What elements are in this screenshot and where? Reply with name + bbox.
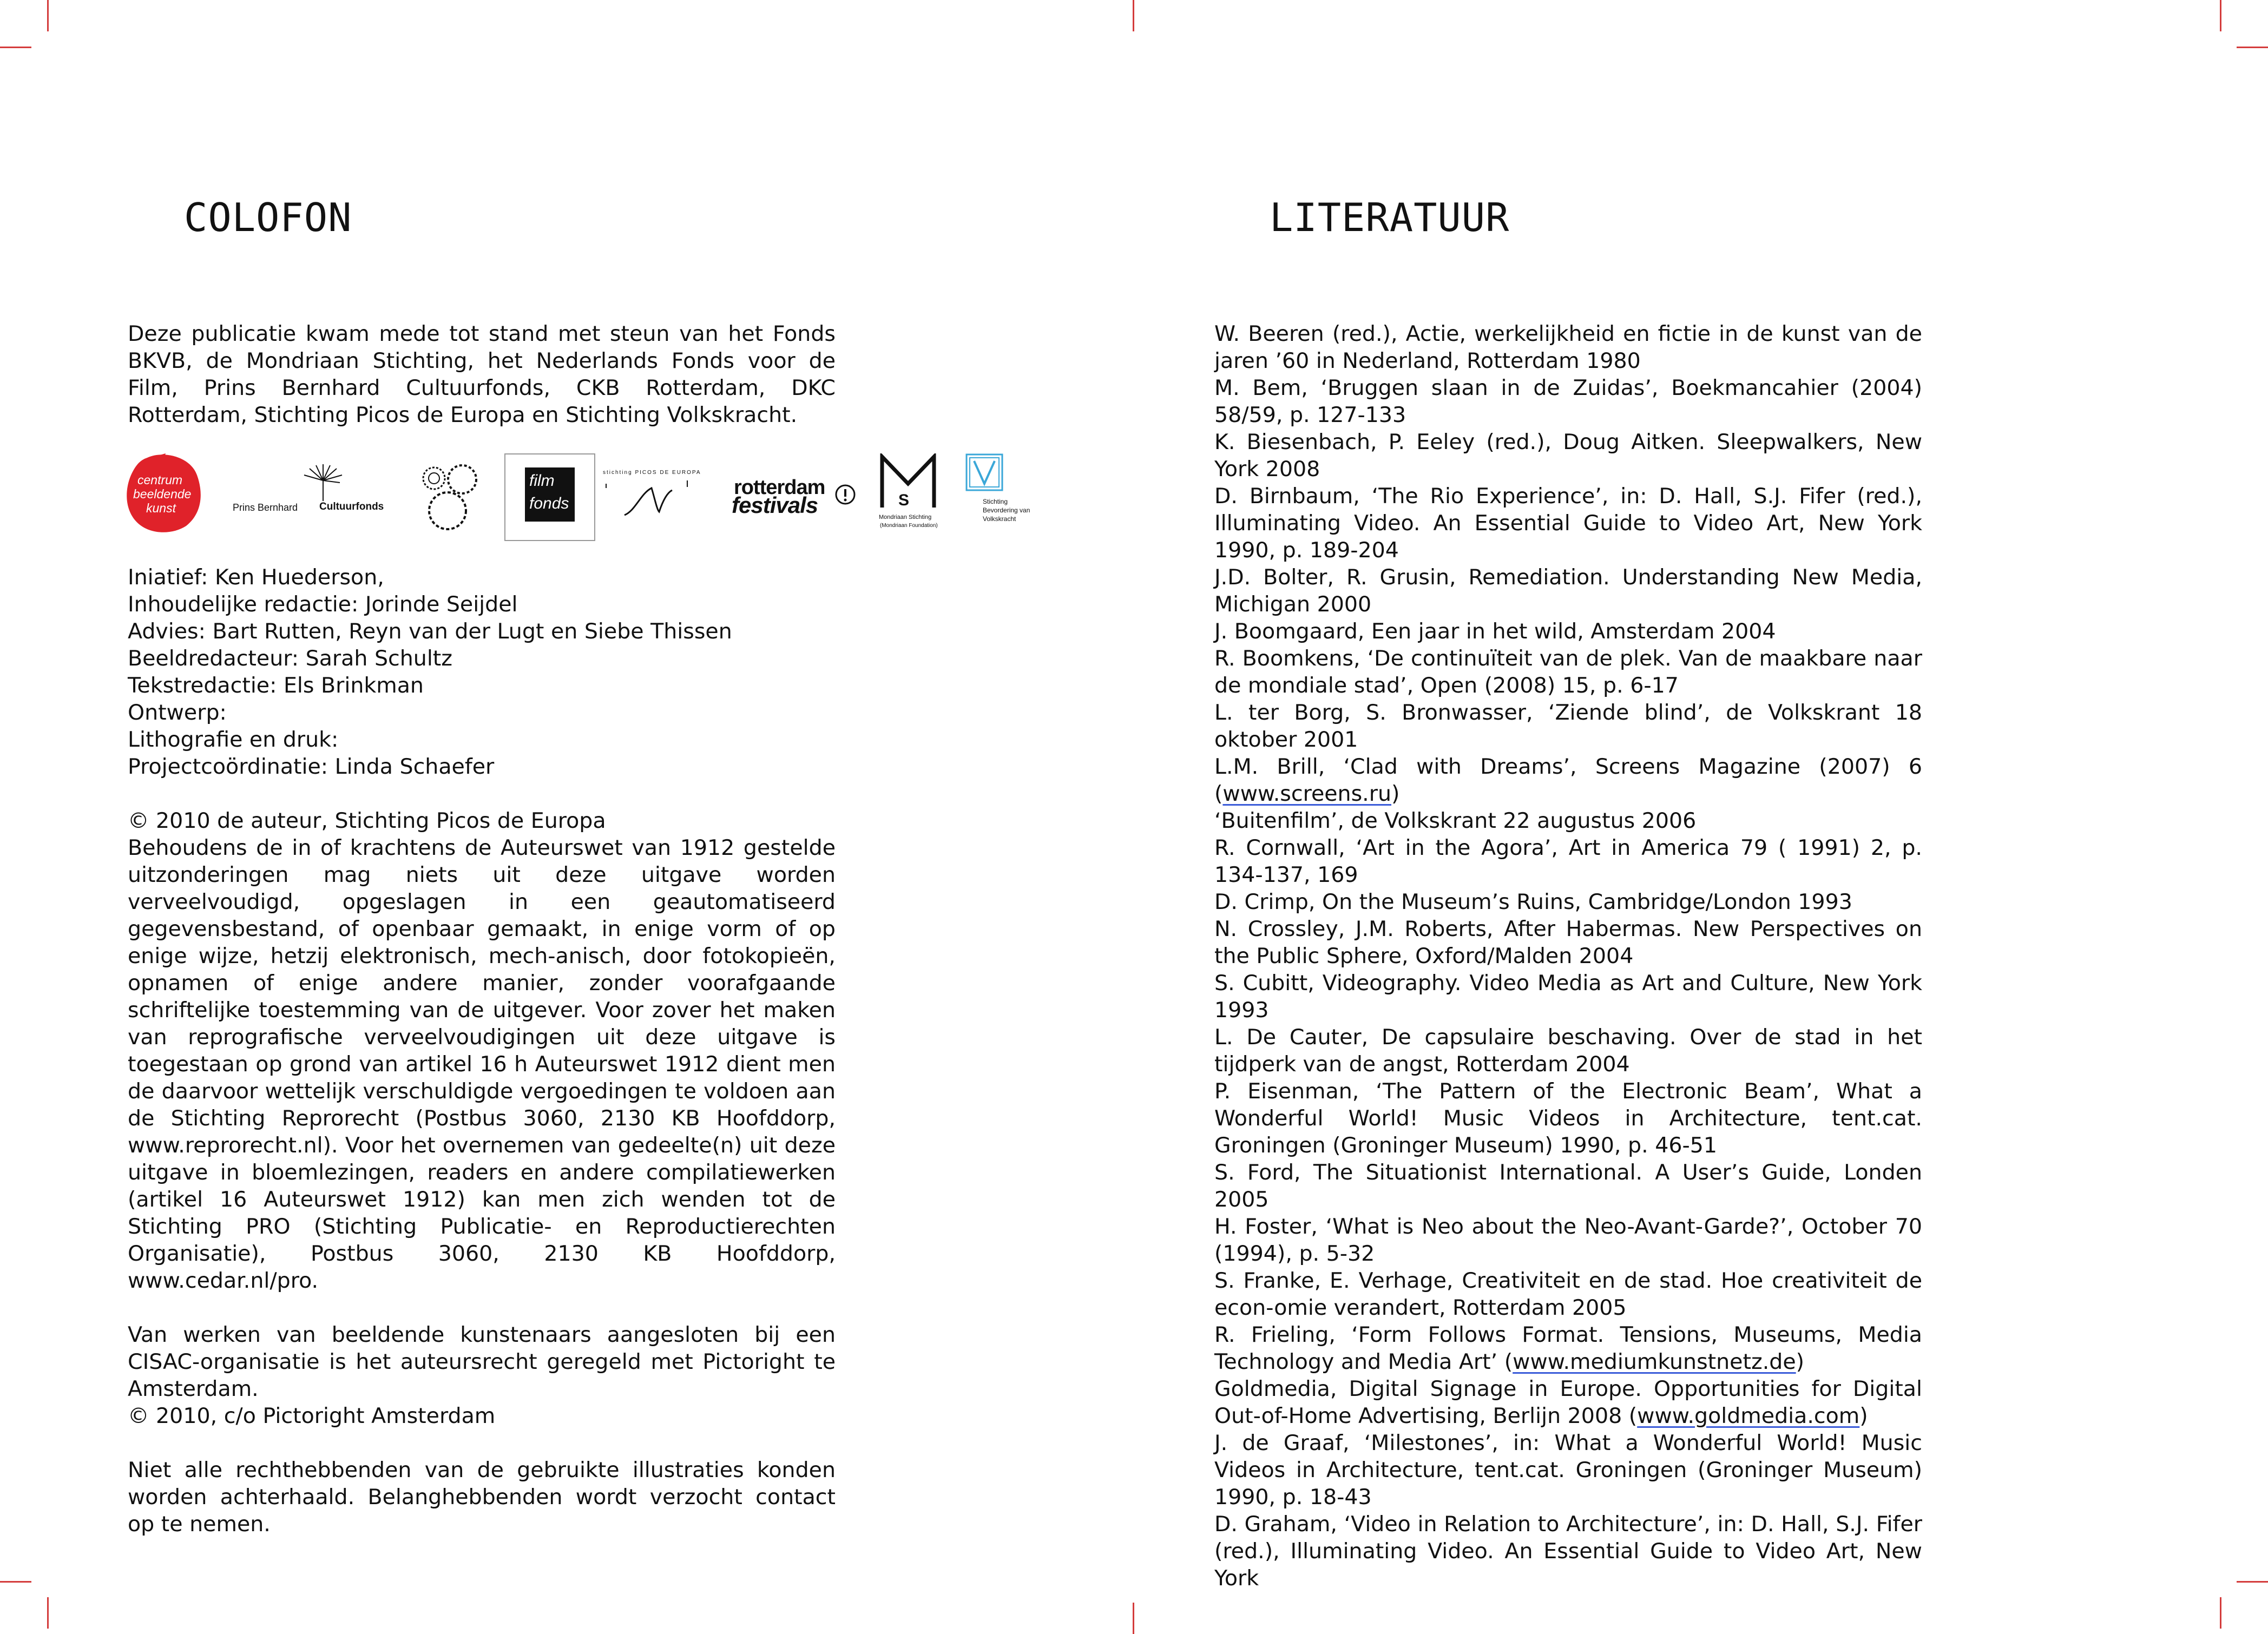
mondriaan-sub: (Mondriaan Foundation) — [880, 523, 938, 529]
cbk-line-3: kunst — [146, 501, 176, 515]
filmfonds-line-1: film — [529, 472, 555, 490]
bibliography-entry — [1214, 915, 1922, 970]
credit-line: Advies: Bart Rutten, Reyn van der Lugt en Siebe Thissen — [128, 619, 732, 644]
entry-text: W. Beeren (red.), Actie, werkelijkheid en fictie in de kunst van de jaren ’60 in Nederland, Rotterdam 1980 — [1214, 321, 1922, 373]
entry-text: D. Graham, ‘Video in Relation to Architecture’, in: D. Hall, S.J. Fifer (red.), Illuminating Video. An Essential Guide to Video Art, New York — [1214, 1512, 1922, 1591]
credit-line: Inhoudelijke redactie: Jorinde Seijdel — [128, 592, 518, 617]
filmfonds-logo — [504, 453, 595, 541]
entry-link[interactable]: www.screens.ru — [1222, 781, 1391, 806]
crop-mark — [2220, 1597, 2221, 1629]
prins-bernhard-logo — [233, 464, 395, 513]
entry-text: J. Boomgaard, Een jaar in het wild, Amsterdam 2004 — [1214, 619, 1776, 644]
colofon-details — [128, 564, 836, 1538]
credit-line: Beeldredacteur: Sarah Schultz — [128, 646, 453, 671]
entry-text: J. de Graaf, ‘Milestones’, in: What a Wonderful World! Music Videos in Architecture, tent.cat. Groningen (Groninger Museum) 1990, p. 18-43 — [1214, 1431, 1922, 1510]
bibliography-entry — [1214, 888, 1922, 915]
entry-link[interactable]: www.mediumkunstnetz.de — [1513, 1349, 1796, 1374]
crop-mark — [2220, 0, 2221, 31]
bibliography-entry — [1214, 970, 1922, 1024]
entry-text: ‘Buitenfilm’, de Volkskrant 22 augustus 2006 — [1214, 808, 1697, 833]
bibliography-entry — [1214, 834, 1922, 888]
copyright-line: © 2010 de auteur, Stichting Picos de Europa — [128, 808, 606, 833]
volkskracht-line-3: Volkskracht — [983, 515, 1016, 523]
literatuur-list — [1214, 320, 1922, 1592]
bibliography-entry — [1214, 1267, 1922, 1321]
cisac-text: Van werken van beeldende kunstenaars aangesloten bij een CISAC-organisatie is het auteursrecht geregeld met Pictoright te Amsterdam. — [128, 1322, 836, 1401]
picos-label: stichting PICOS DE EUROPA — [603, 470, 701, 476]
entry-text: H. Foster, ‘What is Neo about the Neo-Avant-Garde?’, October 70 (1994), p. 5-32 — [1214, 1214, 1922, 1266]
bibliography-entry — [1214, 564, 1922, 618]
mondriaan-logo — [879, 453, 960, 540]
colofon-intro: Deze publicatie kwam mede tot stand met steun van het Fonds BKVB, de Mondriaan Stichting, het Nederlands Fonds voor de Film, Prins Bernhard Cultuurfonds, CKB Rotterdam, DKC Rotterdam, Stichting Picos de Europa en Stichting Volkskracht. — [128, 321, 836, 427]
mondriaan-name: Mondriaan Stichting — [879, 514, 932, 520]
bibliography-entry — [1214, 1159, 1922, 1213]
volkskracht-logo — [965, 453, 1047, 540]
cbk-line-2: beeldende — [133, 487, 192, 501]
cbk-line-1: centrum — [137, 473, 183, 487]
entry-text-after: ) — [1859, 1404, 1868, 1428]
colofon-column — [128, 320, 836, 429]
crop-mark — [0, 1581, 31, 1583]
crop-mark — [0, 47, 31, 48]
mountain-line-icon — [603, 477, 700, 526]
pictoright-line: © 2010, c/o Pictoright Amsterdam — [128, 1404, 496, 1428]
crop-mark — [47, 0, 49, 31]
bibliography-entry — [1214, 699, 1922, 753]
prins-bernhard-prefix: Prins Bernhard — [233, 502, 298, 513]
bibliography-entry — [1214, 1511, 1922, 1592]
bibliography-entry — [1214, 645, 1922, 699]
entry-text: L. De Cauter, De capsulaire beschaving. Over de stad in het tijdperk van de angst, Rotterdam 2004 — [1214, 1025, 1922, 1077]
credit-line: Ontwerp: — [128, 700, 227, 725]
entry-text: Goldmedia, Digital Signage in Europe. Opportunities for Digital Out-of-Home Advertising, Berlijn 2008 ( — [1214, 1376, 1922, 1428]
rotterdam-label: rotterdam — [734, 476, 825, 499]
entry-link[interactable]: www.goldmedia.com — [1637, 1404, 1860, 1428]
spacer — [128, 1294, 836, 1321]
bibliography-entry — [1214, 1375, 1922, 1429]
filmfonds-line-2: fonds — [529, 495, 569, 512]
bibliography-entry — [1214, 753, 1922, 807]
crop-mark — [2237, 47, 2268, 48]
entry-text: S. Cubitt, Videography. Video Media as Art and Culture, New York 1993 — [1214, 971, 1922, 1023]
kunstencultuur-seal-logo — [418, 463, 494, 533]
bibliography-entry — [1214, 807, 1922, 834]
entry-text: K. Biesenbach, P. Eeley (red.), Doug Aitken. Sleepwalkers, New York 2008 — [1214, 430, 1922, 482]
entry-text: R. Boomkens, ‘De continuïteit van de plek. Van de maakbare naar de mondiale stad’, Open (2008) 15, p. 6-17 — [1214, 646, 1922, 698]
credit-line: Projectcoördinatie: Linda Schaefer — [128, 754, 495, 779]
spacer — [128, 780, 836, 807]
crop-mark — [47, 1597, 49, 1629]
entry-text-after: ) — [1796, 1349, 1805, 1374]
bibliography-entry — [1214, 374, 1922, 429]
volkskracht-line-1: Stichting — [983, 498, 1008, 505]
exclamation-circle-icon — [834, 484, 856, 505]
picos-logo — [603, 470, 711, 529]
bibliography-entry — [1214, 618, 1922, 645]
closing-text: Niet alle rechthebbenden van de gebruikte illustraties konden worden achterhaald. Belanghebbenden wordt verzocht contact op te nemen. — [128, 1458, 836, 1537]
bibliography-entry — [1214, 1213, 1922, 1267]
colofon-title: COLOFON — [184, 195, 352, 240]
cbk-logo — [126, 453, 204, 533]
entry-text: M. Bem, ‘Bruggen slaan in de Zuidas’, Boekmancahier (2004) 58/59, p. 127-133 — [1214, 375, 1922, 427]
entry-text-after: ) — [1391, 781, 1400, 806]
bibliography-entry — [1214, 1078, 1922, 1159]
entry-text: L.M. Brill, ‘Clad with Dreams’, Screens Magazine (2007) 6 ( — [1214, 754, 1922, 806]
entry-text: J.D. Bolter, R. Grusin, Remediation. Understanding New Media, Michigan 2000 — [1214, 565, 1922, 617]
bibliography-entry — [1214, 320, 1922, 374]
bibliography-entry — [1214, 1024, 1922, 1078]
mondriaan-mark: S — [898, 491, 910, 509]
rights-text: Behoudens de in of krachtens de Auteurswet van 1912 gestelde uitzonderingen mag niets uit deze uitgave worden verveelvoudigd, opgeslagen in een geautomatiseerd gegevensbestand, of openbaar gemaakt, in enige vorm of op enige wijze, hetzij elektronisch, mech-anisch, door fotokopieën, opnamen of enige andere manier, zonder voorafgaande schriftelijke toestemming van de uitgever. Voor zover het maken van reprografische verveelvoudigingen uit deze uitgave is toegestaan op grond van artikel 16 h Auteurswet 1912 dient men de daarvoor wettelijk verschuldigde vergoedingen te voldoen aan de Stichting Reprorecht (Postbus 3060, 2130 KB Hoofddorp, www.reprorecht.nl). Voor het overnemen van gedeelte(n) uit deze uitgave in bloemlezingen, readers en andere compilatiewerken (artikel 16 Auteurswet 1912) kan men zich wenden tot de Stichting PRO (Stichting Publicatie- en Reproductierechten Organisatie), Postbus 3060, 2130 KB Hoofddorp, www.cedar.nl/pro. — [128, 835, 836, 1293]
bibliography-entry — [1214, 429, 1922, 483]
crop-mark — [2237, 1581, 2268, 1583]
bibliography-entry — [1214, 483, 1922, 564]
entry-text: D. Birnbaum, ‘The Rio Experience’, in: D. Hall, S.J. Fifer (red.), Illuminating Video. An Essential Guide to Video Art, New York 1990, p. 189-204 — [1214, 484, 1922, 563]
rotterdam-festivals-logo — [732, 476, 862, 536]
entry-text: L. ter Borg, S. Bronwasser, ‘Ziende blind’, de Volkskrant 18 oktober 2001 — [1214, 700, 1922, 752]
credit-line: Lithografie en druk: — [128, 727, 339, 752]
prins-bernhard-suffix: Cultuurfonds — [319, 501, 384, 512]
crop-mark — [1133, 1603, 1134, 1634]
entry-text: N. Crossley, J.M. Roberts, After Habermas. New Perspectives on the Public Sphere, Oxford/Malden 2004 — [1214, 917, 1922, 968]
entry-text: R. Cornwall, ‘Art in the Agora’, Art in America 79 ( 1991) 2, p. 134-137, 169 — [1214, 835, 1922, 887]
crop-mark — [1133, 0, 1134, 31]
sponsor-logos — [126, 453, 1046, 541]
bibliography-entry — [1214, 1429, 1922, 1511]
entry-text: P. Eisenman, ‘The Pattern of the Electronic Beam’, What a Wonderful World! Music Videos in Architecture, tent.cat. Groningen (Groninger Museum) 1990, p. 46-51 — [1214, 1079, 1922, 1158]
circular-seal-icon — [418, 463, 494, 533]
dandelion-icon — [299, 464, 347, 502]
entry-text: R. Frieling, ‘Form Follows Format. Tensions, Museums, Media Technology and Media Art’ ( — [1214, 1322, 1922, 1374]
literatuur-title: LITERATUUR — [1270, 195, 1510, 240]
festivals-label: festivals — [732, 492, 818, 518]
entry-text: S. Franke, E. Verhage, Creativiteit en de stad. Hoe creativiteit de econ-omie verandert, Rotterdam 2005 — [1214, 1268, 1922, 1320]
credit-line: Tekstredactie: Els Brinkman — [128, 673, 424, 698]
credit-line: Iniatief: Ken Huederson, — [128, 565, 384, 590]
volkskracht-v-icon — [965, 453, 1003, 491]
volkskracht-line-2: Bevordering van — [983, 506, 1030, 514]
entry-text: S. Ford, The Situationist International. A User’s Guide, Londen 2005 — [1214, 1160, 1922, 1212]
entry-text: D. Crimp, On the Museum’s Ruins, Cambridge/London 1993 — [1214, 890, 1852, 914]
bibliography-entry — [1214, 1321, 1922, 1375]
spacer — [128, 1429, 836, 1457]
